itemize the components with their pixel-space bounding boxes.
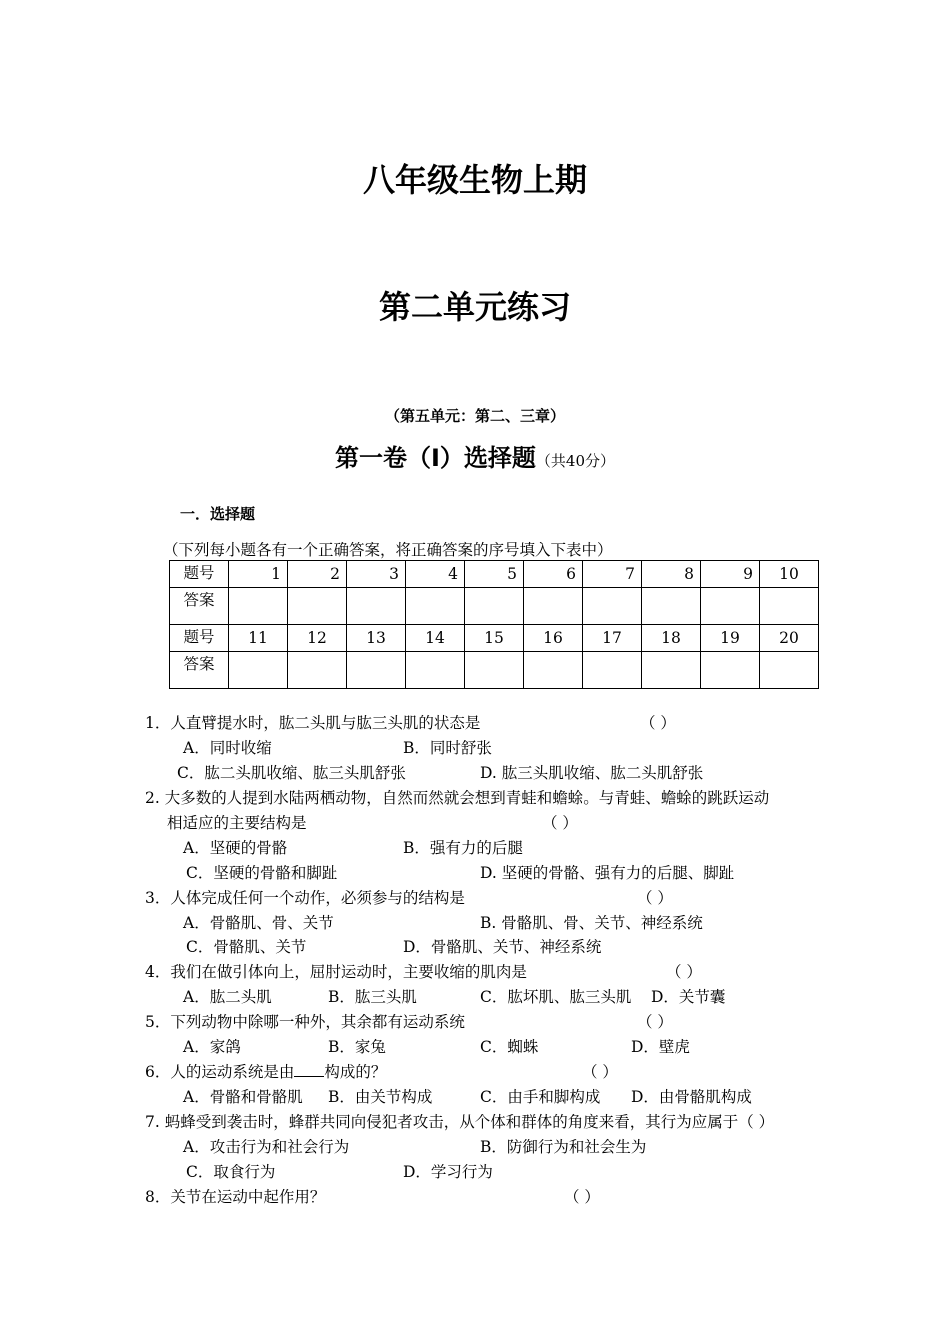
answer-cell[interactable] — [760, 588, 819, 625]
part-score: （共40分） — [535, 452, 616, 470]
table-row: 题号 11 12 13 14 15 16 17 18 19 20 — [170, 625, 819, 652]
question-3-option-b: B. 骨骼肌、骨、关节、神经系统 — [480, 914, 703, 932]
document-title: 八年级生物上期 — [362, 161, 587, 199]
question-1-option-d: D. 肱三头肌收缩、肱二头肌舒张 — [480, 764, 704, 782]
question-6-stem: 6．人的运动系统是由 构成的？ — [145, 1063, 387, 1081]
question-3-option-d: D．骨骼肌、关节、神经系统 — [403, 938, 602, 956]
document-subtitle: 第二单元练习 — [378, 288, 571, 326]
question-6-paren: （ ） — [582, 1063, 618, 1081]
question-3-paren: （ ） — [637, 889, 673, 907]
answer-cell[interactable] — [347, 652, 406, 689]
question-4-paren: （ ） — [666, 963, 702, 981]
question-6-option-c: C．由手和脚构成 — [480, 1088, 601, 1106]
answer-cell[interactable] — [288, 652, 347, 689]
question-6-option-b: B．由关节构成 — [328, 1088, 433, 1106]
question-2-option-d: D. 坚硬的骨骼、强有力的后腿、脚趾 — [480, 864, 735, 882]
answer-cell[interactable] — [701, 652, 760, 689]
answer-cell[interactable] — [229, 652, 288, 689]
question-6-option-d: D．由骨骼肌构成 — [631, 1088, 752, 1106]
question-4-option-b: B．肱三头肌 — [328, 988, 417, 1006]
answer-cell[interactable] — [583, 652, 642, 689]
answer-cell[interactable] — [465, 652, 524, 689]
answer-cell[interactable] — [642, 652, 701, 689]
part-heading — [0, 438, 950, 473]
answer-cell[interactable] — [229, 588, 288, 625]
question-7-option-c: C．取食行为 — [186, 1163, 276, 1181]
question-8-paren: （ ） — [564, 1188, 600, 1206]
question-8-stem: 8．关节在运动中起作用？ — [145, 1188, 326, 1206]
question-1-paren: （ ） — [640, 714, 676, 732]
answer-cell[interactable] — [347, 588, 406, 625]
instruction: （下列每小题各有一个正确答案，将正确答案的序号填入下表中） — [163, 541, 613, 559]
question-2-stem-cont: 相适应的主要结构是 — [167, 814, 307, 832]
answer-cell[interactable] — [760, 652, 819, 689]
question-1-option-b: B．同时舒张 — [403, 739, 492, 757]
answer-cell[interactable] — [288, 588, 347, 625]
question-5-option-b: B．家兔 — [328, 1038, 386, 1056]
question-2-paren: （ ） — [542, 814, 578, 832]
question-4-option-a: A．肱二头肌 — [183, 988, 272, 1006]
question-4-option-c: C．肱坏肌、肱三头肌 — [480, 988, 632, 1006]
blank-line — [294, 1062, 324, 1077]
table-row: 题号 1 2 3 4 5 6 7 8 9 10 — [170, 561, 819, 588]
answer-cell[interactable] — [642, 588, 701, 625]
question-1-option-a: A．同时收缩 — [183, 739, 272, 757]
question-7-option-d: D．学习行为 — [403, 1163, 493, 1181]
section-heading: 一．选择题 — [180, 505, 256, 523]
question-1-stem: 1．人直臂提水时，肱二头肌与肱三头肌的状态是 — [145, 714, 481, 732]
question-5-option-d: D．壁虎 — [631, 1038, 690, 1056]
question-3-option-a: A．骨骼肌、骨、关节 — [183, 914, 334, 932]
answer-cell[interactable] — [524, 652, 583, 689]
question-7-stem: 7. 蚂蜂受到袭击时，蜂群共同向侵犯者攻击，从个体和群体的角度来看，其行为应属于（ ） — [145, 1113, 775, 1131]
question-2-stem: 2. 大多数的人提到水陆两栖动物，自然而然就会想到青蛙和蟾蜍。与青蛙、蟾蜍的跳跃运动 — [145, 789, 770, 807]
question-4-stem: 4．我们在做引体向上，屈肘运动时，主要收缩的肌肉是 — [145, 963, 527, 981]
scope-note: （第五单元：第二、三章） — [384, 407, 565, 425]
question-3-option-c: C．骨骼肌、关节 — [186, 938, 307, 956]
question-5-option-c: C．蜘蛛 — [480, 1038, 539, 1056]
question-1-option-c: C．肱二头肌收缩、肱三头肌舒张 — [177, 764, 406, 782]
question-5-option-a: A．家鸽 — [183, 1038, 241, 1056]
table-row: 答案 — [170, 588, 819, 625]
question-7-option-a: A．攻击行为和社会行为 — [183, 1138, 350, 1156]
question-5-paren: （ ） — [637, 1013, 673, 1031]
question-2-option-a: A．坚硬的骨骼 — [183, 839, 288, 857]
question-7-option-b: B．防御行为和社会生为 — [480, 1138, 647, 1156]
question-2-option-c: C．坚硬的骨骼和脚趾 — [186, 864, 338, 882]
question-5-stem: 5．下列动物中除哪一种外，其余都有运动系统 — [145, 1013, 465, 1031]
answer-cell[interactable] — [465, 588, 524, 625]
question-6-option-a: A．骨骼和骨骼肌 — [183, 1088, 303, 1106]
answer-cell[interactable] — [701, 588, 760, 625]
answer-table — [169, 560, 819, 689]
answer-cell[interactable] — [583, 588, 642, 625]
question-3-stem: 3．人体完成任何一个动作，必须参与的结构是 — [145, 889, 465, 907]
part-title: 第一卷（Ⅰ）选择题 — [334, 444, 536, 472]
answer-cell[interactable] — [406, 652, 465, 689]
question-2-option-b: B．强有力的后腿 — [403, 839, 523, 857]
question-4-option-d: D．关节囊 — [651, 988, 726, 1006]
answer-cell[interactable] — [524, 588, 583, 625]
table-row: 答案 — [170, 652, 819, 689]
answer-cell[interactable] — [406, 588, 465, 625]
